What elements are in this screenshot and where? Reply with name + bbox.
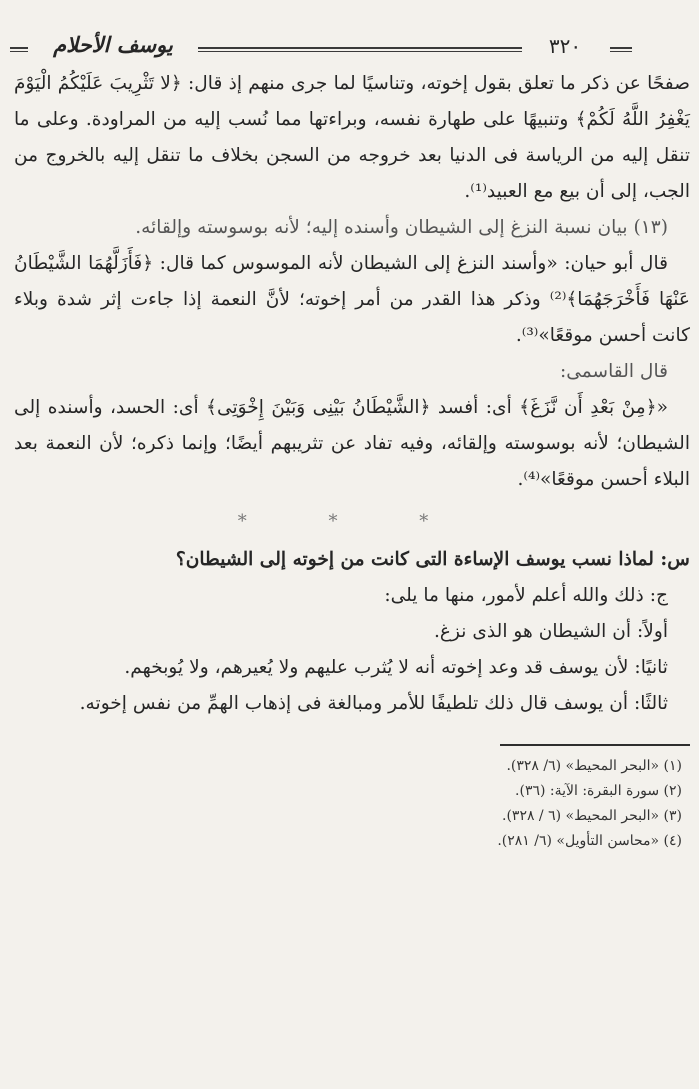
- para-2: (١٣) بيان نسبة النزغ إلى الشيطان وأسنده إليه؛ لأنه بوسوسته وإلقائه.: [135, 217, 668, 238]
- footnote-2: (٢) سورة البقرة: الآية: (٣٦).: [515, 783, 682, 799]
- footnote-3: (٣) «البحر المحيط» (٦ / ٣٢٨).: [502, 808, 682, 824]
- para-5: «﴿مِنْ بَعْدِ أَن نَّزَغَ﴾ أى: أفسد ﴿الشَّيْطَانُ بَيْنِى وَبَيْنَ إِخْوَتِى﴾ أى: الحسد، وأسنده إلى الشيطان؛ لأنه بوسوسته وإلقائه، وفيه تفاد عن تثريبهم أيضًا؛ وإنما ذكره؛ لأن النعمة بعد البلاء أحسن موقعًا»⁽⁴⁾.: [14, 397, 690, 490]
- book-title: يوسف الأحلام: [53, 32, 173, 57]
- section-separator-stars: * * *: [237, 511, 467, 532]
- footnotes: [14, 754, 690, 854]
- header-rule-right: [610, 47, 632, 52]
- para-1: صفحًا عن ذكر ما تعلق بقول إخوته، وتناسيًا لما جرى منهم إذ قال: ﴿لا تَثْرِيبَ عَلَيْكُمُ الْيَوْمَ يَغْفِرُ اللَّهُ لَكُمْ﴾ وتنبيهًا على طهارة نفسه، وبراءتها مما نُسب إليه من المراودة. وعلى ما تنقل إليه من الرياسة فى الدنيا بعد خروجه من السجن بخلاف ما تنقل إليه بالخروج من الجب، إلى أن بيع مع العبيد⁽¹⁾.: [14, 73, 690, 202]
- page-body: [14, 66, 690, 854]
- header-rule-middle: [198, 47, 522, 52]
- page-number: ٣٢٠: [548, 34, 582, 58]
- header-rule-left: [10, 47, 28, 52]
- answer-point-1: أولاً: أن الشيطان هو الذى نزغ.: [434, 621, 668, 642]
- answer-intro: ج: ذلك والله أعلم لأمور، منها ما يلى:: [384, 585, 668, 606]
- para-3: قال أبو حيان: «وأسند النزغ إلى الشيطان لأنه الموسوس كما قال: ﴿فَأَزَلَّهُمَا الشَّيْطَانُ عَنْهَا فَأَخْرَجَهُمَا﴾⁽²⁾ وذكر هذا القدر من أمر إخوته؛ لأنَّ النعمة إذا جاءت إثر شدة وبلاء كانت أحسن موقعًا»⁽³⁾.: [14, 253, 690, 346]
- footnote-4: (٤) «محاسن التأويل» (٦/ ٢٨١).: [497, 833, 682, 849]
- page-header: [10, 30, 690, 66]
- footnote-separator: [500, 744, 690, 746]
- footnote-1: (١) «البحر المحيط» (٦/ ٣٢٨).: [506, 758, 682, 774]
- answer-point-3: ثالثًا: أن يوسف قال ذلك تلطيفًا للأمر ومبالغة فى إذهاب الهمِّ من نفس إخوته.: [79, 693, 668, 714]
- answer-point-2: ثانيًا: لأن يوسف قد وعد إخوته أنه لا يُثرب عليهم ولا يُعيرهم، ولا يُوبخهم.: [124, 657, 668, 678]
- question-heading: س: لماذا نسب يوسف الإساءة التى كانت من إخوته إلى الشيطان؟: [175, 549, 690, 570]
- para-4: قال القاسمى:: [560, 361, 668, 382]
